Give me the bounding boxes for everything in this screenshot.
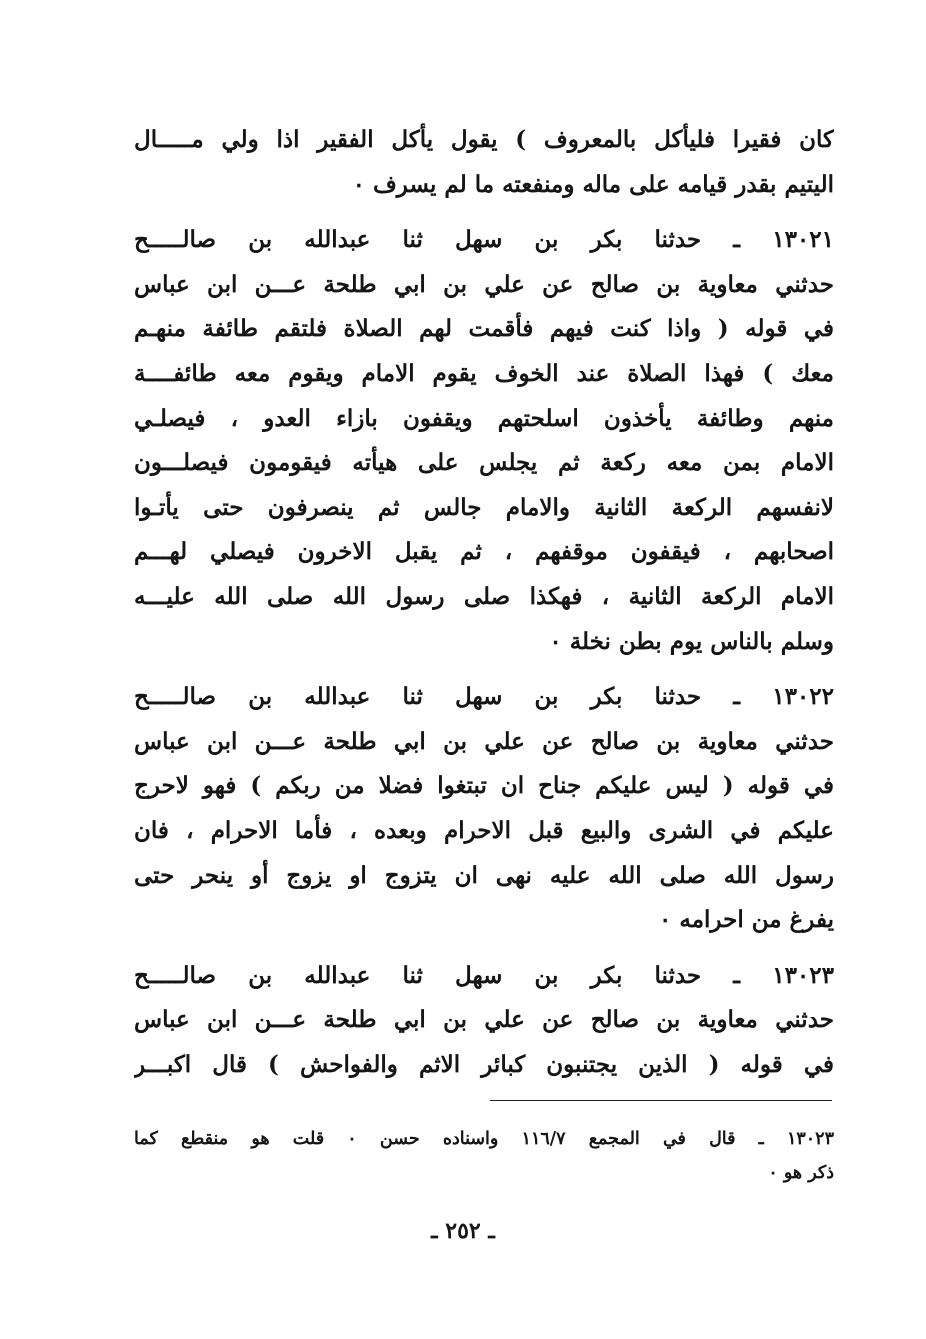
text-line: معك ) فهذا الصلاة عند الخوف يقوم الامام ويقوم معه طائفــــة: [134, 359, 834, 387]
text-line: في قوله ( ليس عليكم جناح ان تبتغوا فضلا من ربكم ) فهو لاحرج: [134, 772, 834, 800]
main-text: [134, 118, 834, 1087]
paragraph-gap: [134, 207, 834, 218]
text-line: حدثني معاوية بن صالح عن علي بن ابي طلحة عـــن ابن عباس: [134, 270, 834, 298]
paragraph-gap: [134, 664, 834, 675]
footnote-line: ١٣٠٢٣ ـ قال في المجمع ١١٦/٧ واسناده حسن ٠ قلت هو منقطع كما: [134, 1129, 834, 1149]
text-line: يفرغ من احرامه ٠: [659, 906, 834, 934]
paragraph-gap: [134, 943, 834, 954]
text-line: الامام الركعة الثانية ، فهكذا صلى رسول الله صلى الله عليـــه: [134, 582, 834, 610]
page-number: ـ ٢٥٢ ـ: [431, 1218, 495, 1244]
text-line: عليكم في الشرى والبيع قبل الاحرام وبعده ، فأما الاحرام ، فان: [134, 816, 834, 844]
footnote-line: ذكر هو ٠: [768, 1163, 834, 1183]
hadith-heading-line: ١٣٠٢١ ـ حدثنا بكر بن سهل ثنا عبدالله بن صالـــــح: [134, 226, 834, 254]
text-line: منهم وطائفة يأخذون اسلحتهم ويقفون بازاء العدو ، فيصلـي: [134, 404, 834, 432]
text-line: لانفسهم الركعة الثانية والامام جالس ثم ينصرفون حتى يأتـوا: [134, 493, 834, 521]
footnote: [134, 1122, 834, 1190]
footnote-separator: [490, 1100, 832, 1101]
text-line: حدثني معاوية بن صالح عن علي بن ابي طلحة عـــن ابن عباس: [134, 1006, 834, 1034]
text-line: في قوله ( واذا كنت فيهم فأقمت لهم الصلاة فلتقم طائفة منهـم: [134, 315, 834, 343]
text-line: كان فقيرا فليأكل بالمعروف ) يقول يأكل الفقير اذا ولي مـــــال: [134, 126, 834, 153]
text-line: حدثني معاوية بن صالح عن علي بن ابي طلحة عـــن ابن عباس: [134, 727, 834, 755]
text-line: الامام بمن معه ركعة ثم يجلس على هيأته فيقومون فيصلـــون: [134, 449, 834, 477]
text-line: في قوله ( الذين يجتنبون كبائر الاثم والفواحش ) قال اكبـــر: [134, 1050, 834, 1078]
hadith-heading-line: ١٣٠٢٣ ـ حدثنا بكر بن سهل ثنا عبدالله بن صالـــــح: [134, 961, 834, 989]
text-line: اليتيم بقدر قيامه على ماله ومنفعته ما لم يسرف ٠: [352, 170, 834, 198]
text-line: وسلم بالناس يوم بطن نخلة ٠: [549, 627, 834, 655]
text-line: رسول الله صلى الله عليه نهى ان يتزوج او يزوج أو ينحر حتى: [134, 861, 834, 889]
text-line: اصحابهم ، فيقفون موقفهم ، ثم يقبل الاخرون فيصلي لهـــم: [134, 538, 834, 566]
hadith-heading-line: ١٣٠٢٢ ـ حدثنا بكر بن سهل ثنا عبدالله بن صالـــــح: [134, 683, 834, 711]
